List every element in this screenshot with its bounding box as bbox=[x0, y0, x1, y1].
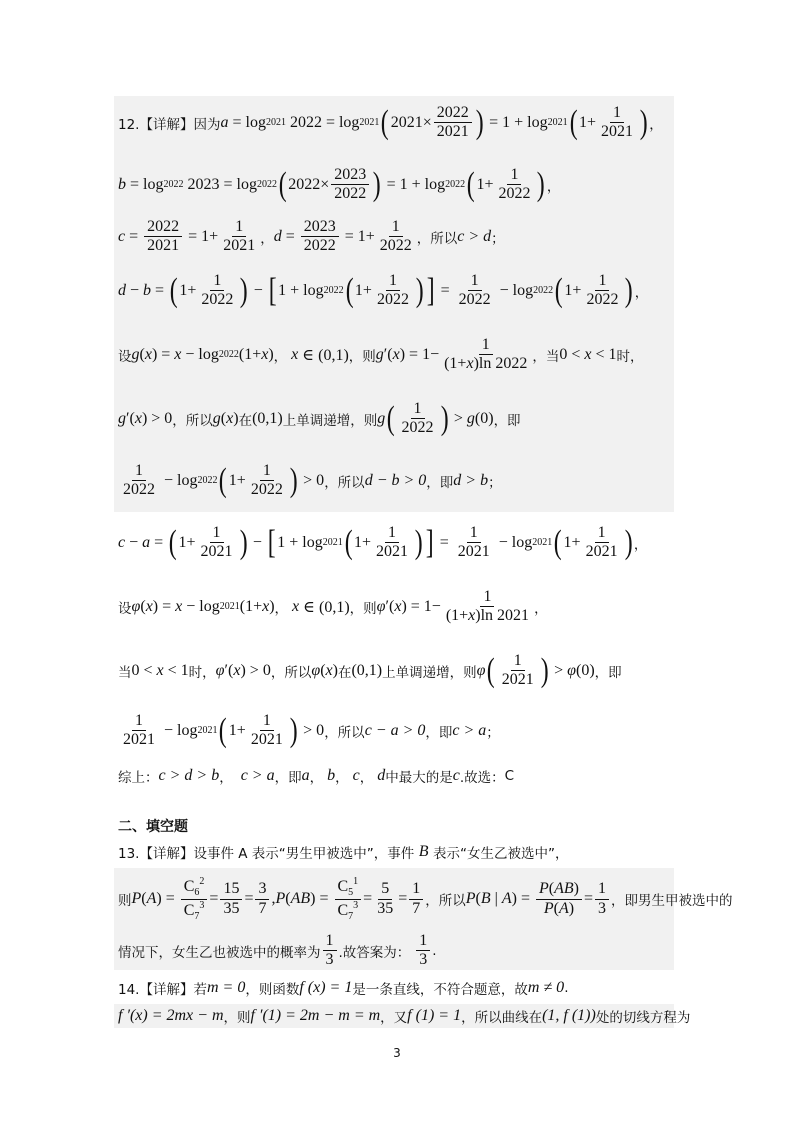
q12-line-d-minus-b: d − b = ( 1+ $\frac{1}{2022}$ ) − [ 1 + log 2022 ( 1+ $\frac{1}{2022}$ ) ] = $\frac{1}{2022}$ − log 2022 ( 1+ $\frac{1}{2022}$ ) ， bbox=[118, 271, 649, 309]
q12-answer: C bbox=[504, 768, 515, 784]
q12-line-phi-def: 设 φ ( x ) = x − log 2021 (1+ x ) ， x ∈ (0,1) ，则 φ ′( x ) = 1− $\frac{1}{(1+x)\ln 2021}$ ， bbox=[118, 588, 548, 625]
q13-line-1: 13.【详解】设事件 A 表示“男生甲被选中”，事件 B 表示“女生乙被选中”， bbox=[118, 843, 569, 862]
q12-summary: 综上： c > d > b ， c > a ，即 a ， b ， c ， d 中最大的是 c .故选： C bbox=[118, 767, 515, 786]
q12-line-phi-mono: 当 0 < x < 1 时， φ ′( x ) > 0 ，所以 φ ( x ) 在 (0,1) 上单调递增，则 φ ( $\frac{1}{2021}$ ) > φ (0) ，即 bbox=[118, 651, 622, 689]
q13-line-2: 则 P ( A ) = $\frac{C_6^2}{C_7^3}$ = $\frac{15}{35}$ = $\frac{3}{7}$ , P ( AB ) = $\frac{C_5^1}{C_7^3}$ = $\frac{5}{35}$ = $\frac{1}{7}$ ，所以 P ( B | A ) = $\frac{P(AB)}{P(A)}$ = $\frac{1}{3}$ ，即男生甲被选中的 bbox=[118, 876, 733, 922]
q12-line-1: 12.【详解】因为 a = log 2021 2022 = log 2021 ( 2021× $\frac{2022}{2021}$ ) = 1 + log 2021 ( 1+ $\frac{1}{2021}$ ) ， bbox=[118, 103, 663, 141]
q12-line-b: b = log 2022 2023 = log 2022 ( 2022× $\frac{2023}{2022}$ ) = 1 + log 2022 ( 1+ $\frac{1}{2022}$ ) ， bbox=[118, 165, 561, 203]
q13-line-3: 情况下，女生乙也被选中的概率为 $\frac{1}{3}$ .故答案为： $\frac{1}{3}$ . bbox=[118, 932, 437, 969]
q14-line-1: 14.【详解】若 m = 0 ，则函数 f (x) = 1 是一条直线，不符合题意，故 m ≠ 0 . bbox=[118, 979, 569, 998]
q12-line-c: c = $\frac{2022}{2021}$ = 1+ $\frac{1}{2021}$ ， d = $\frac{2023}{2022}$ = 1+ $\frac{1}{2022}$ ，所以 c > d ； bbox=[118, 218, 505, 255]
q12-line-conclude-db: $\frac{1}{2022}$ − log 2022 ( 1+ $\frac{1}{2022}$ ) > 0 ，所以 d − b > 0 ，即 d > b ； bbox=[123, 461, 502, 499]
q12-line-g-mono: g ′( x ) > 0 ，所以 g ( x ) 在 (0,1) 上单调递增，则 g ( $\frac{1}{2022}$ ) > g (0) ，即 bbox=[118, 399, 521, 437]
q12-line-conclude-ca: $\frac{1}{2021}$ − log 2021 ( 1+ $\frac{1}{2021}$ ) > 0 ，所以 c − a > 0 ，即 c > a ； bbox=[123, 711, 500, 749]
page-number: 3 bbox=[393, 1046, 401, 1060]
section-title: 二、填空题 bbox=[118, 819, 188, 835]
q14-line-2: f ′(x) = 2mx − m ，则 f ′(1) = 2m − m = m ，又 f (1) = 1 ，所以曲线在 (1, f (1)) 处的切线方程为 bbox=[118, 1007, 691, 1026]
q12-label: 12.【详解】因为 bbox=[118, 116, 221, 133]
q12-line-c-minus-a: c − a = ( 1+ $\frac{1}{2021}$ ) − [ 1 + log 2021 ( 1+ $\frac{1}{2021}$ ) ] = $\frac{1}{2021}$ − log 2021 ( 1+ $\frac{1}{2021}$ ) ， bbox=[118, 523, 648, 561]
q12-line-g-def: 设 g ( x ) = x − log 2022 (1+ x ) ， x ∈ (0,1) ，则 g ′( x ) = 1− $\frac{1}{(1+x)\ln 2022}$ ，当 0 < x < 1 时， bbox=[118, 336, 644, 373]
